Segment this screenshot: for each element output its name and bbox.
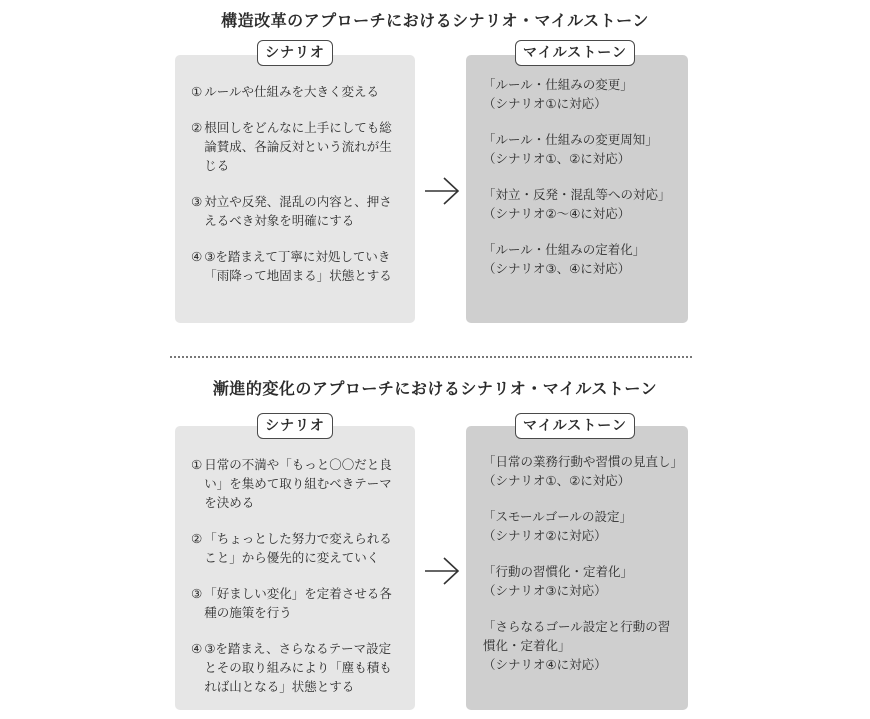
scenario-label: シナリオ — [257, 40, 333, 66]
milestone-item: 「ルール・仕組みの変更」 （シナリオ①に対応） — [483, 77, 633, 111]
scenario-panel — [175, 55, 415, 323]
milestone-panel — [466, 55, 688, 323]
milestone-item: 「行動の習慣化・定着化」 （シナリオ③に対応） — [483, 564, 634, 598]
scenario-label: シナリオ — [257, 413, 333, 439]
milestone-label: マイルストーン — [515, 40, 635, 66]
milestone-item: 「さらなるゴール設定と行動の習慣化・定着化」 （シナリオ④に対応） — [483, 619, 671, 672]
scenario-item: ④ ③を踏まえて丁寧に対処していき「雨降って地固まる」状態とする — [191, 249, 392, 283]
section-divider — [170, 356, 692, 358]
section-title: 漸進的変化のアプローチにおけるシナリオ・マイルストーン — [212, 379, 658, 398]
scenario-panel — [175, 426, 415, 710]
scenario-item: ④ ③を踏まえ、さらなるテーマ設定とその取り組みにより「塵も積もれば山となる」状態とする — [191, 641, 392, 694]
scenario-item: ② 根回しをどんなに上手にしても総論賛成、各論反対という流れが生じる — [191, 120, 392, 173]
section-title: 構造改革のアプローチにおけるシナリオ・マイルストーン — [221, 11, 649, 30]
milestone-label: マイルストーン — [515, 413, 635, 439]
milestone-panel — [466, 426, 688, 710]
milestone-item: 「スモールゴールの設定」 （シナリオ②に対応） — [483, 509, 633, 543]
scenario-item: ② 「ちょっとした努力で変えられること」から優先的に変えていく — [191, 531, 392, 565]
scenario-item: ③ 「好ましい変化」を定着させる各種の施策を行う — [191, 586, 392, 620]
milestone-item: 「ルール・仕組みの定着化」 （シナリオ③、④に対応） — [483, 242, 646, 276]
right-arrow-icon — [424, 556, 460, 586]
scenario-item: ① ルールや仕組みを大きく変える — [191, 84, 379, 99]
right-arrow-icon — [424, 176, 460, 206]
scenario-item: ① 日常の不満や「もっと〇〇だと良い」を集めて取り組むべきテーマを決める — [191, 457, 392, 510]
milestone-item: 「対立・反発・混乱等への対応」 （シナリオ②〜④に対応） — [483, 187, 671, 221]
milestone-item: 「日常の業務行動や習慣の見直し」 （シナリオ①、②に対応） — [483, 454, 684, 488]
scenario-item: ③ 対立や反発、混乱の内容と、押さえるべき対象を明確にする — [191, 194, 392, 228]
milestone-item: 「ルール・仕組みの変更周知」 （シナリオ①、②に対応） — [483, 132, 658, 166]
